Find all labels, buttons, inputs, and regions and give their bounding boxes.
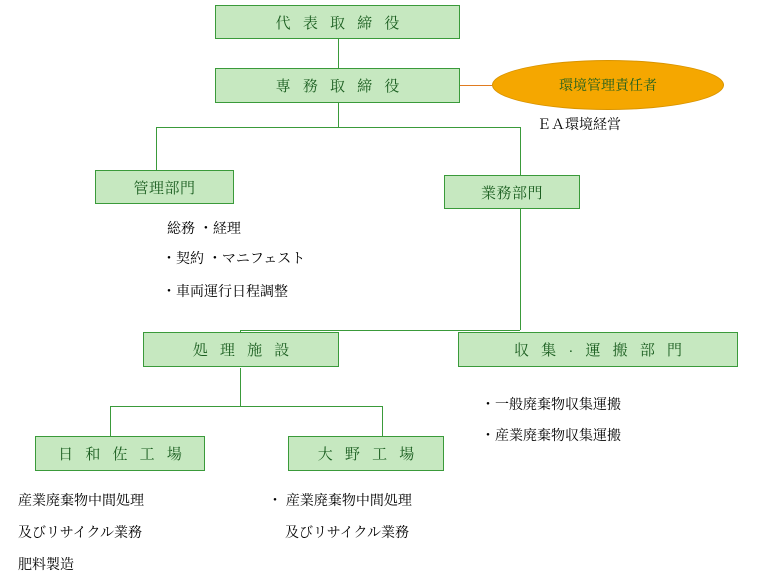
connector-bus-to-ohno-plant: [382, 406, 383, 436]
label-hiwasa-line1: 産業廃棄物中間処理: [18, 492, 144, 508]
node-ceo[interactable]: 代 表 取 締 役: [215, 5, 460, 39]
node-admin-division[interactable]: 管理部門: [95, 170, 234, 204]
label-collection-line1: ・一般廃棄物収集運搬: [481, 396, 621, 412]
connector-ceo-to-managing-director: [338, 38, 339, 68]
label-ohno-line2: 及びリサイクル業務: [285, 524, 410, 540]
label-hiwasa-line2: 及びリサイクル業務: [18, 524, 143, 540]
connector-operations-down: [520, 205, 521, 330]
connector-divisions-bus: [156, 127, 520, 128]
node-treatment-facility[interactable]: 処 理 施 設: [143, 332, 339, 367]
node-operations-division[interactable]: 業務部門: [444, 175, 580, 209]
connector-bus-to-hiwasa-plant: [110, 406, 111, 436]
connector-bus-to-operations-division: [520, 127, 521, 175]
node-hiwasa-plant[interactable]: 日 和 佐 工 場: [35, 436, 205, 471]
connector-treatment-down: [240, 368, 241, 406]
node-collection-transport[interactable]: 収 集 · 運 搬 部 門: [458, 332, 738, 367]
connector-bus-to-admin-division: [156, 127, 157, 170]
label-env-management: ＥＡ環境経営: [537, 116, 621, 132]
node-env-manager[interactable]: 環境管理責任者: [492, 60, 724, 110]
connector-managing-director-down: [338, 103, 339, 127]
label-admin-line1: 総務 ・経理: [167, 220, 241, 236]
label-ohno-line1: ・ 産業廃棄物中間処理: [268, 492, 412, 508]
label-hiwasa-line3: 肥料製造: [18, 556, 74, 572]
node-managing-director[interactable]: 専 務 取 締 役: [215, 68, 460, 103]
connector-managing-director-to-env-manager: [460, 85, 492, 86]
label-collection-line2: ・産業廃棄物収集運搬: [481, 427, 621, 443]
connector-plants-bus: [110, 406, 382, 407]
connector-operations-sub-bus: [240, 330, 520, 331]
label-admin-line2: ・契約 ・マニフェスト: [162, 250, 306, 266]
label-admin-line3: ・車両運行日程調整: [162, 283, 288, 299]
node-ohno-plant[interactable]: 大 野 工 場: [288, 436, 444, 471]
